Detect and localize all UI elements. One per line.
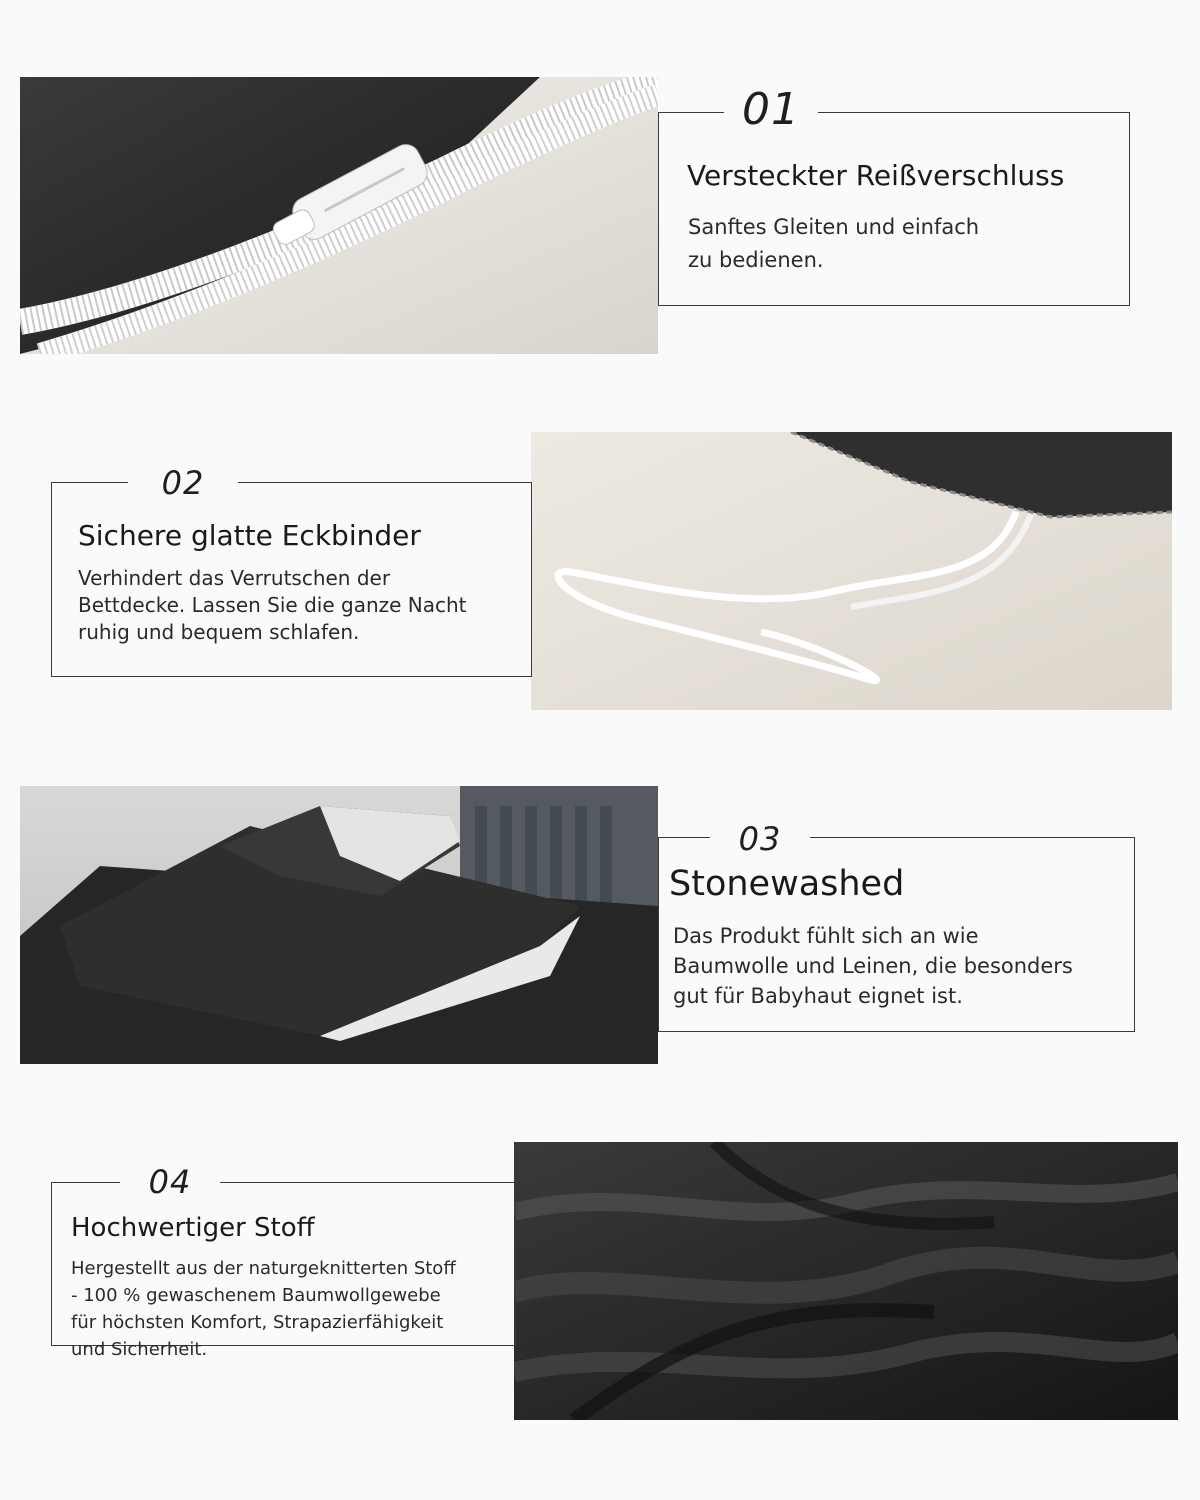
feature-02-line: Verhindert das Verrutschen der — [78, 566, 391, 590]
feature-04-line: Hergestellt aus der naturgeknitterten Stoff — [71, 1258, 456, 1279]
feature-04-line: und Sicherheit. — [71, 1339, 208, 1360]
feature-01-description — [688, 211, 979, 277]
feature-02-title: Sichere glatte Eckbinder — [78, 519, 421, 552]
feature-04-number: 04 — [120, 1163, 220, 1201]
feature-04-line: für höchsten Komfort, Strapazierfähigkeit — [71, 1312, 444, 1333]
feature-01-line: zu bedienen. — [688, 248, 824, 272]
feature-01-number: 01 — [724, 84, 818, 136]
feature-03-line: gut für Babyhaut eignet ist. — [673, 984, 963, 1008]
crinkled-fabric-image — [514, 1142, 1178, 1420]
feature-03-title: Stonewashed — [669, 864, 910, 904]
feature-03-line: Das Produkt fühlt sich an wie — [673, 924, 979, 948]
feature-02-description — [78, 565, 467, 646]
pillow-on-bed-image — [20, 786, 658, 1064]
feature-01-line: Sanftes Gleiten und einfach — [688, 215, 980, 239]
zipper-closeup-image — [20, 77, 658, 354]
feature-03-description — [673, 921, 1073, 1011]
feature-04-description — [71, 1255, 456, 1363]
feature-04-title: Hochwertiger Stoff — [71, 1213, 315, 1243]
feature-02-line: Bettdecke. Lassen Sie die ganze Nacht — [78, 593, 467, 617]
feature-02-line: ruhig und bequem schlafen. — [78, 620, 360, 644]
feature-02-number: 02 — [128, 464, 238, 502]
corner-tie-ribbon-image — [531, 432, 1172, 710]
feature-03-line: Baumwolle und Leinen, die besonders — [673, 954, 1073, 978]
feature-01-title: Versteckter Reißverschluss — [687, 159, 1065, 192]
feature-04-line: - 100 % gewaschenem Baumwollgewebe — [71, 1285, 441, 1306]
feature-03-number: 03 — [710, 820, 810, 858]
